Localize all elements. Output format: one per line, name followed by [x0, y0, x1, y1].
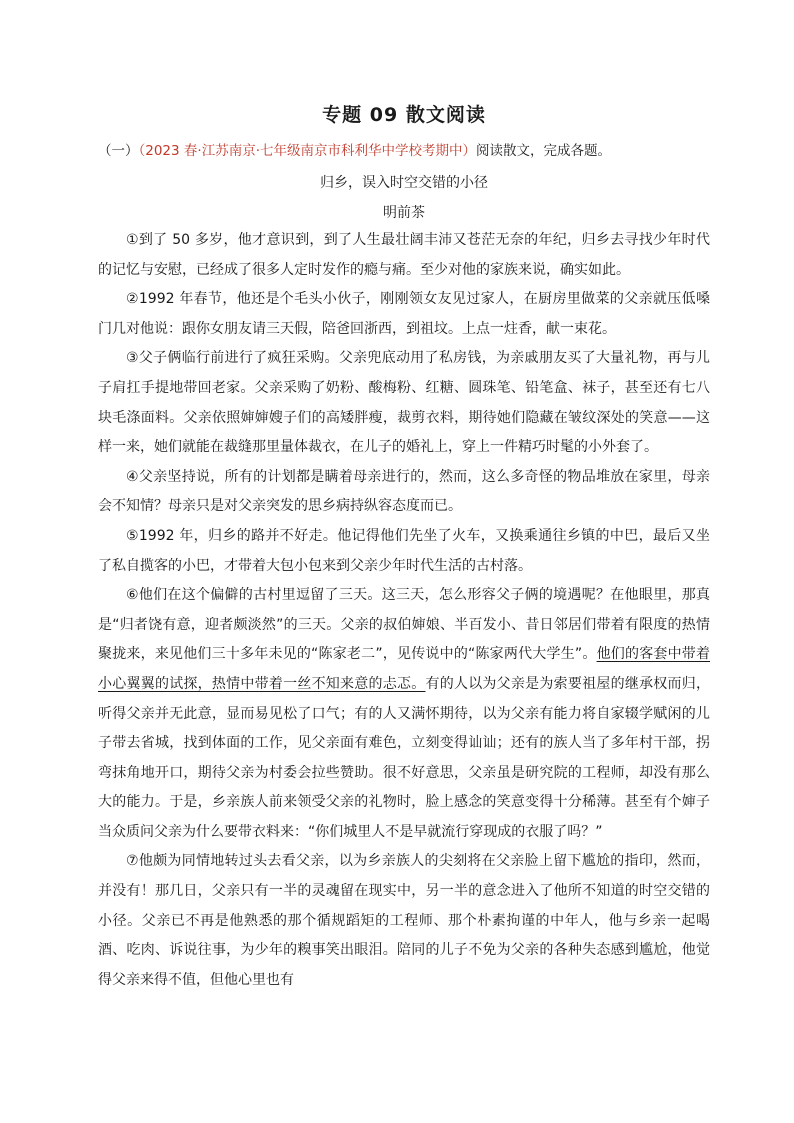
paragraph-7: ⑦他颇为同情地转过头去看父亲，以为乡亲族人的尖刻将在父亲脸上留下尴尬的指印，然而，并没有！那几日，父亲只有一半的灵魂留在现实中，另一半的意念进入了他所不知道的时空交错的小径。父亲已不再是他熟悉的那个循规蹈矩的工程师、那个朴素拘谨的中年人，他与乡亲一起喝酒、吃肉、诉说往事，为少年的糗事笑出眼泪。陪同的儿子不免为父亲的各种失态感到尴尬，他觉得父亲来得不值，但他心里也有 [98, 853, 710, 988]
document-page [98, 100, 710, 995]
paragraph-2: ②1992 年春节，他还是个毛头小伙子，刚刚领女友见过家人，在厨房里做菜的父亲就压低嗓门几对他说：跟你女朋友请三天假，陪爸回浙西，到祖坟。上点一炷香，献一束花。 [98, 291, 710, 337]
question-source-line [98, 141, 710, 161]
essay-body [98, 226, 710, 995]
section-number: （一） [98, 143, 139, 159]
paragraph-4: ④父亲坚持说，所有的计划都是瞒着母亲进行的，然而，这么多奇怪的物品堆放在家里，母亲会不知情？母亲只是对父亲突发的思乡病持纵容态度而已。 [98, 468, 710, 515]
paragraph-3: ③父子俩临行前进行了疯狂采购。父亲兜底动用了私房钱，为亲戚朋友买了大量礼物，再与儿子肩扛手提地带回老家。父亲采购了奶粉、酸梅粉、红糖、圆珠笔、铅笔盒、袜子，甚至还有七八块毛涤面料。父亲依照婶婶嫂子们的高矮胖瘦，裁剪衣料，期待她们隐藏在皱纹深处的笑意——这样一来，她们就能在裁缝那里量体裁衣，在儿子的婚礼上，穿上一件精巧时髦的小外套了。 [98, 350, 710, 456]
paragraph-6-part-b: 有的人以为父亲是为索要祖屋的继承权而归，听得父亲并无此意，显而易见松了口气；有的人又满怀期待，以为父亲有能力将自家辍学赋闲的儿子带去省城，找到体面的工作，见父亲面有难色，立刻变得讪讪；还有的族人当了多年村干部，拐弯抹角地开口，期待父亲为村委会拉些赞助。很不好意思，父亲虽是研究院的工程师，却没有那么大的能力。于是，乡亲族人前来领受父亲的礼物时，脸上感念的笑意变得十分稀薄。甚至有个婶子当众质问父亲为什么要带衣料来：“你们城里人不是早就流行穿现成的衣服了吗？” [98, 675, 711, 840]
page-title: 专题 09 散文阅读 [322, 104, 486, 126]
instruction-text: 阅读散文，完成各题。 [475, 143, 611, 159]
exam-source-tag: （2023 春·江苏南京·七年级南京市科利华中学校考期中） [138, 143, 476, 159]
paragraph-5: ⑤1992 年，归乡的路并不好走。他记得他们先坐了火车，又换乘通往乡镇的中巴，最后又坐了私自揽客的小巴，才带着大包小包来到父亲少年时代生活的古村落。 [98, 527, 710, 574]
paragraph-6 [98, 581, 710, 847]
paragraph-6-part-a: ⑥他们在这个偏僻的古村里逗留了三天。这三天，怎么形容父子俩的境遇呢？在他眼里，那真是“归者饶有意，迎者颇淡然”的三天。父亲的叔伯婶娘、半百发小、昔日邻居们带着有限度的热情聚拢来，来见他们三十多年未见的“陈家老二”，见传说中的“陈家两代大学生”。 [98, 587, 710, 663]
underlined-sentence: 他们的客套中带着小心翼翼的试探，热情中带着一丝不知来意的忐忑。 [98, 646, 711, 692]
essay-title: 归乡，误入时空交错的小径 [320, 175, 488, 191]
paragraph-1: ①到了 50 多岁，他才意识到，到了人生最壮阔丰沛又苍茫无奈的年纪，归乡去寻找少年时代的记忆与安慰，已经成了很多人定时发作的瘾与痛。至少对他的家族来说，确实如此。 [98, 232, 710, 278]
essay-author: 明前茶 [383, 205, 425, 221]
